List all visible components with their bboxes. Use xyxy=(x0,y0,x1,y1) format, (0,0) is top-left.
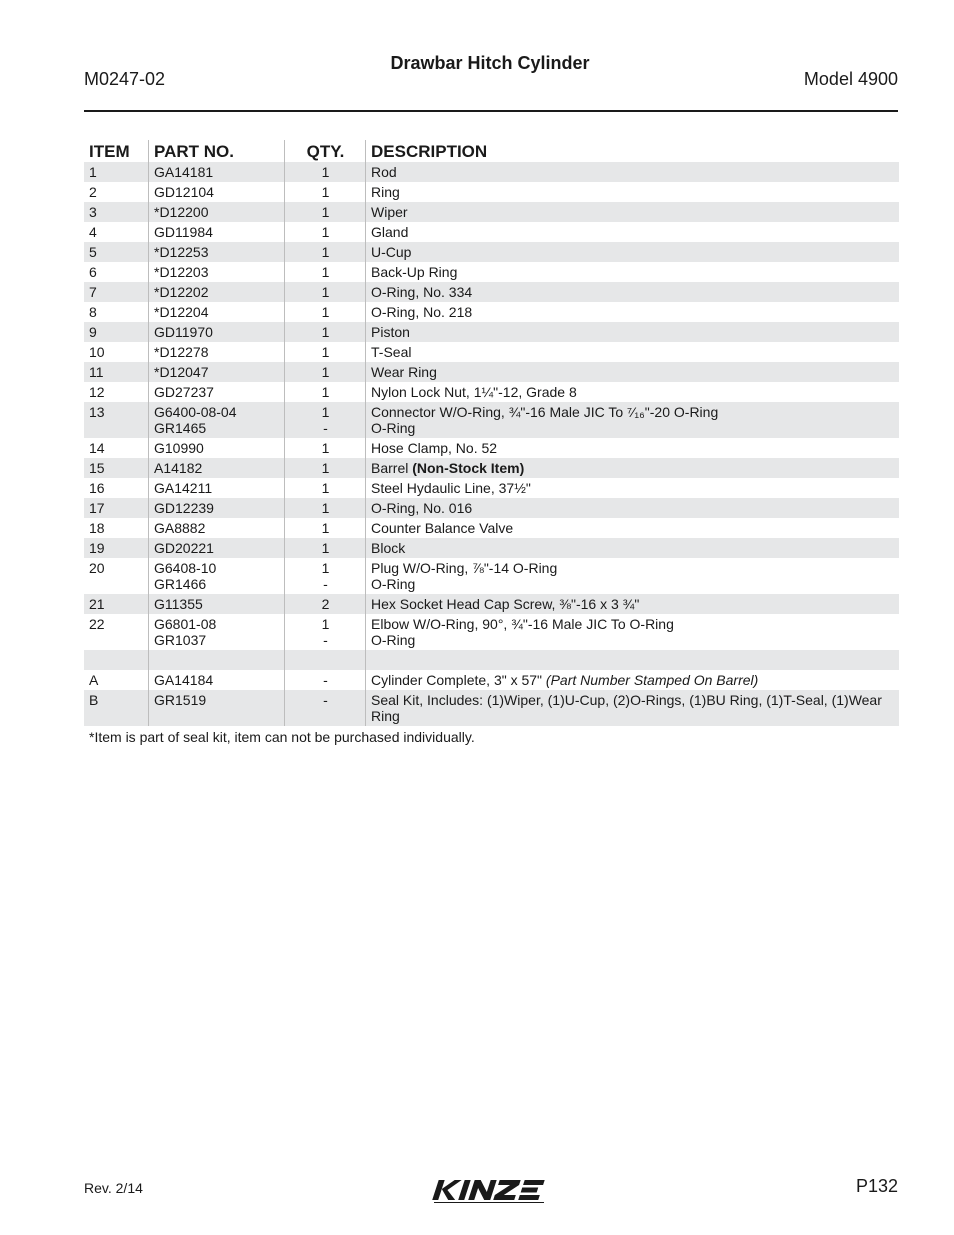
quantity: 1 xyxy=(321,224,330,240)
item-cell xyxy=(84,342,149,362)
description-text: O-Ring, No. 334 xyxy=(371,284,473,300)
table-row xyxy=(84,302,899,322)
description-line xyxy=(371,708,895,724)
quantity: 2 xyxy=(321,596,330,612)
item-number: 19 xyxy=(89,540,105,556)
part-number: *D12204 xyxy=(154,304,209,320)
table-row xyxy=(84,222,899,242)
description-note: (Part Number Stamped On Barrel) xyxy=(545,672,759,688)
quantity: - xyxy=(323,692,328,708)
description-text: Wiper xyxy=(371,204,408,220)
description-text: T-Seal xyxy=(371,344,412,360)
part-number: GD20221 xyxy=(154,540,214,556)
item-cell xyxy=(84,438,149,458)
qty-cell xyxy=(285,670,366,690)
quantity: 1 xyxy=(321,616,330,632)
part-number: *D12203 xyxy=(154,264,209,280)
quantity: 1 xyxy=(321,364,330,380)
revision-label: Rev. 2/14 xyxy=(84,1180,143,1196)
description-text: Counter Balance Valve xyxy=(371,520,514,536)
item-number: 12 xyxy=(89,384,105,400)
part-number: G6801-08 xyxy=(154,616,217,632)
part-number: A14182 xyxy=(154,460,203,476)
description-line xyxy=(371,596,895,612)
description-emphasis: (Non-Stock Item) xyxy=(412,460,525,476)
item-cell xyxy=(84,478,149,498)
description-text: O-Ring, No. 016 xyxy=(371,500,473,516)
description-cell xyxy=(366,498,899,518)
description-cell xyxy=(366,518,899,538)
item-cell xyxy=(84,282,149,302)
quantity: - xyxy=(323,576,328,592)
description-text: Rod xyxy=(371,164,397,180)
description-cell xyxy=(366,302,899,322)
quantity: 1 xyxy=(321,460,330,476)
table-row xyxy=(84,518,899,538)
item-cell xyxy=(84,262,149,282)
description-cell xyxy=(366,558,899,594)
item-cell xyxy=(84,670,149,690)
qty-cell xyxy=(285,242,366,262)
part-number-cell xyxy=(149,302,285,322)
part-number: GR1037 xyxy=(154,632,207,648)
description-line xyxy=(371,692,895,708)
qty-cell xyxy=(285,202,366,222)
description-cell xyxy=(366,650,899,670)
table-row xyxy=(84,538,899,558)
description-cell xyxy=(366,262,899,282)
description-text: Ring xyxy=(371,708,400,724)
item-cell xyxy=(84,302,149,322)
column-header-item: ITEM xyxy=(84,140,149,162)
part-number: *D12202 xyxy=(154,284,209,300)
description-text: Back-Up Ring xyxy=(371,264,458,280)
item-number: 8 xyxy=(89,304,97,320)
description-cell xyxy=(366,322,899,342)
description-line xyxy=(371,224,895,240)
quantity: 1 xyxy=(321,404,330,420)
header-rule xyxy=(84,110,898,112)
description-cell xyxy=(366,162,899,182)
part-number-cell xyxy=(149,362,285,382)
description-cell xyxy=(366,382,899,402)
qty-cell xyxy=(285,402,366,438)
part-number-cell xyxy=(149,282,285,302)
quantity: 1 xyxy=(321,164,330,180)
description-text: Block xyxy=(371,540,406,556)
item-cell xyxy=(84,402,149,438)
description-cell xyxy=(366,670,899,690)
quantity: 1 xyxy=(321,324,330,340)
page-number: P132 xyxy=(855,1176,898,1196)
item-number: 3 xyxy=(89,204,97,220)
description-text: O-Ring xyxy=(371,576,416,592)
description-text: Wear Ring xyxy=(371,364,437,380)
qty-cell xyxy=(285,438,366,458)
table-row xyxy=(84,322,899,342)
description-line xyxy=(371,244,895,260)
part-number: G10990 xyxy=(154,440,204,456)
table-row xyxy=(84,690,899,726)
item-cell xyxy=(84,518,149,538)
description-line xyxy=(371,184,895,200)
description-text: Hose Clamp, No. 52 xyxy=(371,440,498,456)
description-cell xyxy=(366,402,899,438)
description-line xyxy=(371,440,895,456)
description-text: O-Ring, No. 218 xyxy=(371,304,473,320)
description-cell xyxy=(366,614,899,650)
part-number-cell xyxy=(149,242,285,262)
item-number: 22 xyxy=(89,616,105,632)
part-number-cell xyxy=(149,382,285,402)
quantity: 1 xyxy=(321,384,330,400)
item-cell xyxy=(84,162,149,182)
qty-cell xyxy=(285,342,366,362)
qty-cell xyxy=(285,518,366,538)
part-number: GA8882 xyxy=(154,520,206,536)
item-cell xyxy=(84,650,149,670)
item-number: 7 xyxy=(89,284,97,300)
qty-cell xyxy=(285,362,366,382)
part-number-cell xyxy=(149,518,285,538)
part-number-cell xyxy=(149,458,285,478)
item-cell xyxy=(84,382,149,402)
description-line xyxy=(371,560,895,576)
item-number: 5 xyxy=(89,244,97,260)
description-text: Hex Socket Head Cap Screw, ⅜"-16 x 3 ¾" xyxy=(371,596,640,612)
description-text: Connector W/O-Ring, ¾"-16 Male JIC To ⁷⁄₁₆"-20 O-Ring xyxy=(371,404,719,420)
description-text: U-Cup xyxy=(371,244,412,260)
part-number: G6408-10 xyxy=(154,560,217,576)
item-cell xyxy=(84,182,149,202)
description-line xyxy=(371,404,895,420)
qty-cell xyxy=(285,594,366,614)
part-number: GD11984 xyxy=(154,224,213,240)
description-cell xyxy=(366,202,899,222)
qty-cell xyxy=(285,182,366,202)
part-number-cell xyxy=(149,650,285,670)
qty-cell xyxy=(285,222,366,242)
item-number: 17 xyxy=(89,500,105,516)
part-number-cell xyxy=(149,342,285,362)
description-text: Nylon Lock Nut, 1¼"-12, Grade 8 xyxy=(371,384,577,400)
table-row xyxy=(84,402,899,438)
item-number: 16 xyxy=(89,480,105,496)
item-number: 6 xyxy=(89,264,97,280)
quantity: 1 xyxy=(321,440,330,456)
description-line xyxy=(371,460,895,476)
description-cell xyxy=(366,538,899,558)
description-line xyxy=(371,576,895,592)
description-line xyxy=(371,264,895,280)
description-line xyxy=(371,364,895,380)
description-text: Barrel xyxy=(371,460,413,476)
spacer-row xyxy=(84,650,899,670)
part-number: GA14184 xyxy=(154,672,214,688)
description-text: O-Ring xyxy=(371,632,416,648)
qty-cell xyxy=(285,162,366,182)
table-row xyxy=(84,558,899,594)
description-text: Cylinder Complete, 3" x 57" xyxy=(371,672,546,688)
part-number: GD12104 xyxy=(154,184,214,200)
table-row xyxy=(84,670,899,690)
item-cell xyxy=(84,690,149,726)
description-text: O-Ring xyxy=(371,420,416,436)
description-line xyxy=(371,384,895,400)
item-cell xyxy=(84,202,149,222)
quantity: 1 xyxy=(321,304,330,320)
item-number: 20 xyxy=(89,560,105,576)
description-cell xyxy=(366,594,899,614)
part-number-cell xyxy=(149,262,285,282)
part-number-cell xyxy=(149,182,285,202)
qty-cell xyxy=(285,262,366,282)
item-number: 11 xyxy=(89,364,104,380)
table-row xyxy=(84,478,899,498)
part-number: GR1466 xyxy=(154,576,207,592)
part-number-cell xyxy=(149,438,285,458)
item-cell xyxy=(84,498,149,518)
part-number: *D12253 xyxy=(154,244,209,260)
description-line xyxy=(371,204,895,220)
table-row xyxy=(84,382,899,402)
description-text: Steel Hydaulic Line, 37½" xyxy=(371,480,531,496)
part-number: GD27237 xyxy=(154,384,214,400)
table-row xyxy=(84,342,899,362)
kinze-logo xyxy=(432,1176,550,1204)
column-header-qty: QTY. xyxy=(285,140,366,162)
description-line xyxy=(371,500,895,516)
description-line xyxy=(371,672,895,688)
part-number: GD12239 xyxy=(154,500,214,516)
item-number: 13 xyxy=(89,404,105,420)
part-number-cell xyxy=(149,558,285,594)
part-number: GD11970 xyxy=(154,324,213,340)
qty-cell xyxy=(285,382,366,402)
description-text: Piston xyxy=(371,324,410,340)
description-line xyxy=(371,344,895,360)
description-line xyxy=(371,324,895,340)
description-cell xyxy=(366,438,899,458)
quantity: - xyxy=(323,632,328,648)
description-text: Gland xyxy=(371,224,409,240)
qty-cell xyxy=(285,282,366,302)
part-number-cell xyxy=(149,478,285,498)
description-cell xyxy=(366,222,899,242)
quantity: 1 xyxy=(321,244,330,260)
quantity: - xyxy=(323,420,328,436)
model-label: Model 4900 xyxy=(803,69,898,89)
description-text: Ring xyxy=(371,184,400,200)
item-number: 14 xyxy=(89,440,105,456)
part-number-cell xyxy=(149,690,285,726)
item-number: 1 xyxy=(89,164,97,180)
qty-cell xyxy=(285,302,366,322)
description-cell xyxy=(366,342,899,362)
description-line xyxy=(371,304,895,320)
part-number-cell xyxy=(149,498,285,518)
description-cell xyxy=(366,242,899,262)
item-cell xyxy=(84,362,149,382)
doc-number: M0247-02 xyxy=(84,69,166,89)
part-number-cell xyxy=(149,202,285,222)
item-cell xyxy=(84,594,149,614)
item-cell xyxy=(84,558,149,594)
description-line xyxy=(371,540,895,556)
description-cell xyxy=(366,362,899,382)
quantity: 1 xyxy=(321,480,330,496)
quantity: 1 xyxy=(321,500,330,516)
table-row xyxy=(84,282,899,302)
table-row xyxy=(84,438,899,458)
part-number: *D12047 xyxy=(154,364,209,380)
part-number: G6400-08-04 xyxy=(154,404,237,420)
quantity: - xyxy=(323,672,328,688)
quantity: 1 xyxy=(321,264,330,280)
qty-cell xyxy=(285,614,366,650)
column-header-part-no: PART NO. xyxy=(149,140,285,162)
quantity: 1 xyxy=(321,560,330,576)
part-number: GR1465 xyxy=(154,420,207,436)
item-cell xyxy=(84,614,149,650)
table-body xyxy=(84,162,899,726)
qty-cell xyxy=(285,478,366,498)
qty-cell xyxy=(285,538,366,558)
table-header xyxy=(84,140,899,162)
part-number-cell xyxy=(149,614,285,650)
description-line xyxy=(371,520,895,536)
item-number: A xyxy=(89,672,99,688)
description-text: Seal Kit, Includes: (1)Wiper, (1)U-Cup, (2)O-Rings, (1)BU Ring, (1)T-Seal, (1)Wear xyxy=(371,692,882,708)
item-number: 2 xyxy=(89,184,97,200)
item-cell xyxy=(84,222,149,242)
quantity: 1 xyxy=(321,204,330,220)
description-text: Elbow W/O-Ring, 90°, ¾"-16 Male JIC To O-Ring xyxy=(371,616,674,632)
parts-table xyxy=(84,140,899,745)
item-cell xyxy=(84,458,149,478)
description-cell xyxy=(366,690,899,726)
table-row xyxy=(84,362,899,382)
part-number-cell xyxy=(149,594,285,614)
qty-cell xyxy=(285,690,366,726)
quantity: 1 xyxy=(321,344,330,360)
description-line xyxy=(371,420,895,436)
item-cell xyxy=(84,242,149,262)
part-number: G11355 xyxy=(154,596,203,612)
description-line xyxy=(371,164,895,180)
quantity: 1 xyxy=(321,520,330,536)
item-number: 21 xyxy=(89,596,105,612)
part-number-cell xyxy=(149,222,285,242)
part-number-cell xyxy=(149,162,285,182)
column-header-description: DESCRIPTION xyxy=(371,142,488,161)
table-row xyxy=(84,162,899,182)
table-row xyxy=(84,614,899,650)
description-line xyxy=(371,480,895,496)
item-cell xyxy=(84,322,149,342)
description-text: Plug W/O-Ring, ⅞"-14 O-Ring xyxy=(371,560,558,576)
item-number: 18 xyxy=(89,520,105,536)
item-number: 10 xyxy=(89,344,105,360)
qty-cell xyxy=(285,458,366,478)
table-row xyxy=(84,594,899,614)
quantity: 1 xyxy=(321,184,330,200)
part-number: GA14211 xyxy=(154,480,213,496)
part-number: GR1519 xyxy=(154,692,207,708)
item-number: 9 xyxy=(89,324,97,340)
qty-cell xyxy=(285,650,366,670)
part-number: *D12278 xyxy=(154,344,209,360)
part-number-cell xyxy=(149,670,285,690)
part-number-cell xyxy=(149,402,285,438)
part-number-cell xyxy=(149,538,285,558)
table-row xyxy=(84,458,899,478)
description-line xyxy=(371,632,895,648)
table-row xyxy=(84,262,899,282)
description-cell xyxy=(366,458,899,478)
page-title: Drawbar Hitch Cylinder xyxy=(390,53,590,73)
description-cell xyxy=(366,182,899,202)
part-number: *D12200 xyxy=(154,204,209,220)
description-line xyxy=(371,616,895,632)
qty-cell xyxy=(285,498,366,518)
item-number: B xyxy=(89,692,99,708)
qty-cell xyxy=(285,322,366,342)
table-row xyxy=(84,242,899,262)
item-number: 4 xyxy=(89,224,97,240)
footnote: *Item is part of seal kit, item can not be purchased individually. xyxy=(89,729,475,745)
part-number-cell xyxy=(149,322,285,342)
description-cell xyxy=(366,478,899,498)
item-cell xyxy=(84,538,149,558)
part-number: GA14181 xyxy=(154,164,214,180)
description-line xyxy=(371,284,895,300)
table-row xyxy=(84,182,899,202)
qty-cell xyxy=(285,558,366,594)
quantity: 1 xyxy=(321,540,330,556)
table-row xyxy=(84,202,899,222)
item-number: 15 xyxy=(89,460,105,476)
description-cell xyxy=(366,282,899,302)
table-row xyxy=(84,498,899,518)
quantity: 1 xyxy=(321,284,330,300)
